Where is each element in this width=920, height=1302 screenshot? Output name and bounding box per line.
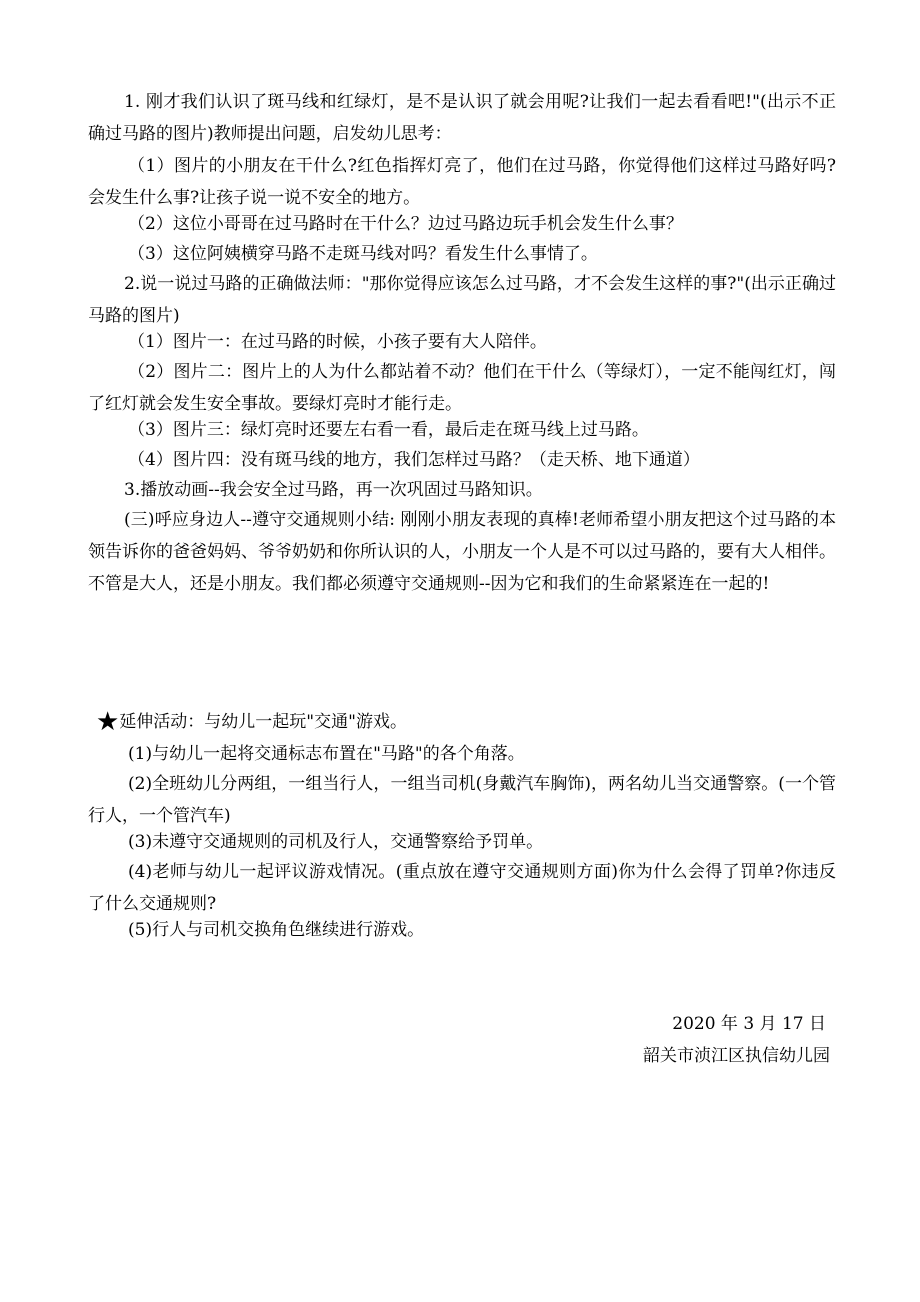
paragraph-step-2: 2.说一说过马路的正确做法师："那你觉得应该怎么过马路，才不会发生这样的事?"(出示正确过马路的图片) [88,274,836,326]
extension-item-3: (3)未遵守交通规则的司机及行人，交通警察给予罚单。 [128,832,544,852]
star-icon: ★ [96,707,120,737]
paragraph-question-3: （3）这位阿姨横穿马路不走斑马线对吗？看发生什么事情了。 [128,244,598,264]
extension-item-2: (2)全班幼儿分两组，一组当行人，一组当司机(身戴汽车胸饰)，两名幼儿当交通警察。(一个管行人，一个管汽车) [88,774,836,826]
paragraph-picture-1: （1）图片一：在过马路的时候，小孩子要有大人陪伴。 [128,332,547,352]
paragraph-picture-4: （4）图片四：没有斑马线的地方，我们怎样过马路？（走天桥、地下通道） [128,450,700,470]
paragraph-picture-2: （2）图片二：图片上的人为什么都站着不动？他们在干什么（等绿灯），一定不能闯红灯，闯了红灯就会发生安全事故。要绿灯亮时才能行走。 [88,362,836,414]
extension-item-4: (4)老师与幼儿一起评议游戏情况。(重点放在遵守交通规则方面)你为什么会得了罚单?你违反了什么交通规则? [88,862,836,914]
signature-organization: 韶关市浈江区执信幼儿园 [643,1046,830,1066]
extension-title: 延伸活动：与幼儿一起玩"交通"游戏。 [119,712,407,732]
paragraph-summary: (三)呼应身边人--遵守交通规则小结: 刚刚小朋友表现的真棒!老师希望小朋友把这个过马路的本领告诉你的爸爸妈妈、爷爷奶奶和你所认识的人，小朋友一个人是不可以过马路的，要有大人相伴。不管是大人，还是小朋友。我们都必须遵守交通规则--因为它和我们的生命紧紧连在一起的! [88,510,836,594]
extension-item-5: (5)行人与司机交换角色继续进行游戏。 [128,920,425,940]
signature-date: 2020 年 3 月 17 日 [672,1014,826,1034]
extension-heading [96,706,407,738]
paragraph-question-1: （1）图片的小朋友在干什么?红色指挥灯亮了，他们在过马路，你觉得他们这样过马路好吗?会发生什么事?让孩子说一说不安全的地方。 [88,156,836,208]
paragraph-picture-3: （3）图片三：绿灯亮时还要左右看一看，最后走在斑马线上过马路。 [128,420,649,440]
paragraph-step-3: 3.播放动画--我会安全过马路，再一次巩固过马路知识。 [124,480,543,500]
paragraph-question-2: （2）这位小哥哥在过马路时在干什么？边过马路边玩手机会发生什么事？ [128,214,683,234]
paragraph-step-1: 1. 刚才我们认识了斑马线和红绿灯，是不是认识了就会用呢?让我们一起去看看吧!"(出示不正确过马路的图片)教师提出问题，启发幼儿思考： [88,92,836,144]
extension-item-1: (1)与幼儿一起将交通标志布置在"马路"的各个角落。 [128,744,525,764]
